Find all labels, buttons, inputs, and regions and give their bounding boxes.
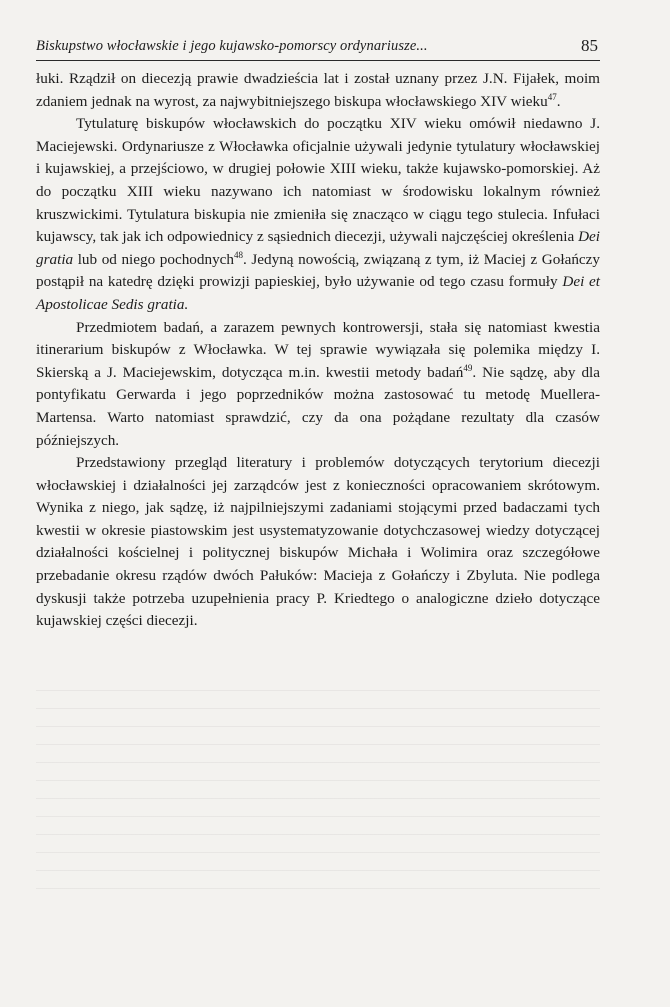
text-run: Przedmiotem badań, a zarazem pewnych kontrowersji, stała się natomiast kwestia itinerarium biskupów z Włocławka. W tej sprawie wywiązała się polemika między I. Skierską a J. Maciejewskim, dotycząca m.in. kwestii metody badań [36,318,600,381]
footnote-ref: 48 [234,249,243,260]
paragraph [36,317,600,453]
running-title: Biskupstwo włocławskie i jego kujawsko-pomorscy ordynariusze... [36,38,428,54]
paragraph [36,113,600,316]
text-run: łuki. Rządził on diecezją prawie dwadzieścia lat i został uznany przez J.N. Fijałek, moim zdaniem jednak na wyrost, za najwybitniejszego biskupa włocławskiego XIV wieku [36,70,600,110]
running-header [36,38,600,61]
text-run: . Jedyną nowością, związaną z tym, iż Maciej z Gołańczy postąpił na katedrę dzięki prowizji papieskiej, było używanie od tego czasu formuły [36,250,600,291]
text-run: Przedstawiony przegląd literatury i problemów dotyczących terytorium diecezji włocławskiej i działalności jej zarządców jest z konieczności opracowaniem skrótowym. Wynika z niego, jak sądzę, iż najpilniejszymi zadaniami stojącymi przed badaczami tych kwestii w okresie piastowskim jest usystematyzowanie dotychczasowej wiedzy dotyczącej działalności kościelnej i politycznej biskupów Michała i Wolimira oraz szczegółowe przebadanie okresu rządów dwóch Pałuków: Macieja z Gołańczy i Zbyluta. Nie podlega dyskusji także potrzeba uzupełnienia pracy P. Kriedtego o analogiczne dzieło dotyczące kujawskiej części diecezji. [36,454,600,630]
footnote-ref: 49 [463,362,473,373]
paragraph [36,452,600,633]
paragraph [36,68,600,113]
page-number: 85 [581,36,598,55]
body-text [36,68,600,633]
text-run: . [556,92,561,110]
text-run: lub od niego pochodnych [73,250,234,268]
text-run: . Nie sądzę, aby dla pontyfikatu Gerwarda i jego poprzedników można zastosować tu metodę Muellera-Martensa. Warto natomiast sprawdzić, czy da ona pożądane rezultaty dla czasów późniejszych. [36,363,601,449]
footnote-ref: 47 [547,91,557,102]
italic-text: Dei et Apostolicae Sedis gratia. [36,273,601,313]
italic-text: Dei gratia [36,228,600,268]
text-run: Tytulaturę biskupów włocławskich do początku XIV wieku omówił niedawno J. Maciejewski. Ordynariusze z Włocławka oficjalnie używali jedynie tytulatury włocławskiej i kujawskiej, a przejściowo, w drugiej połowie XIII wieku, także kujawsko-pomorskiej. Aż do początku XIII wieku nazywano ich natomiast w środowisku lokalnym również kruszwickimi. Tytulatura biskupia nie zmieniła się znacząco w ciągu tego stulecia. Infułaci kujawscy, tak jak ich odpowiednicy z sąsiednich diecezji, używali najczęściej określenia [36,115,600,246]
bleed-through-shadow [36,690,600,890]
